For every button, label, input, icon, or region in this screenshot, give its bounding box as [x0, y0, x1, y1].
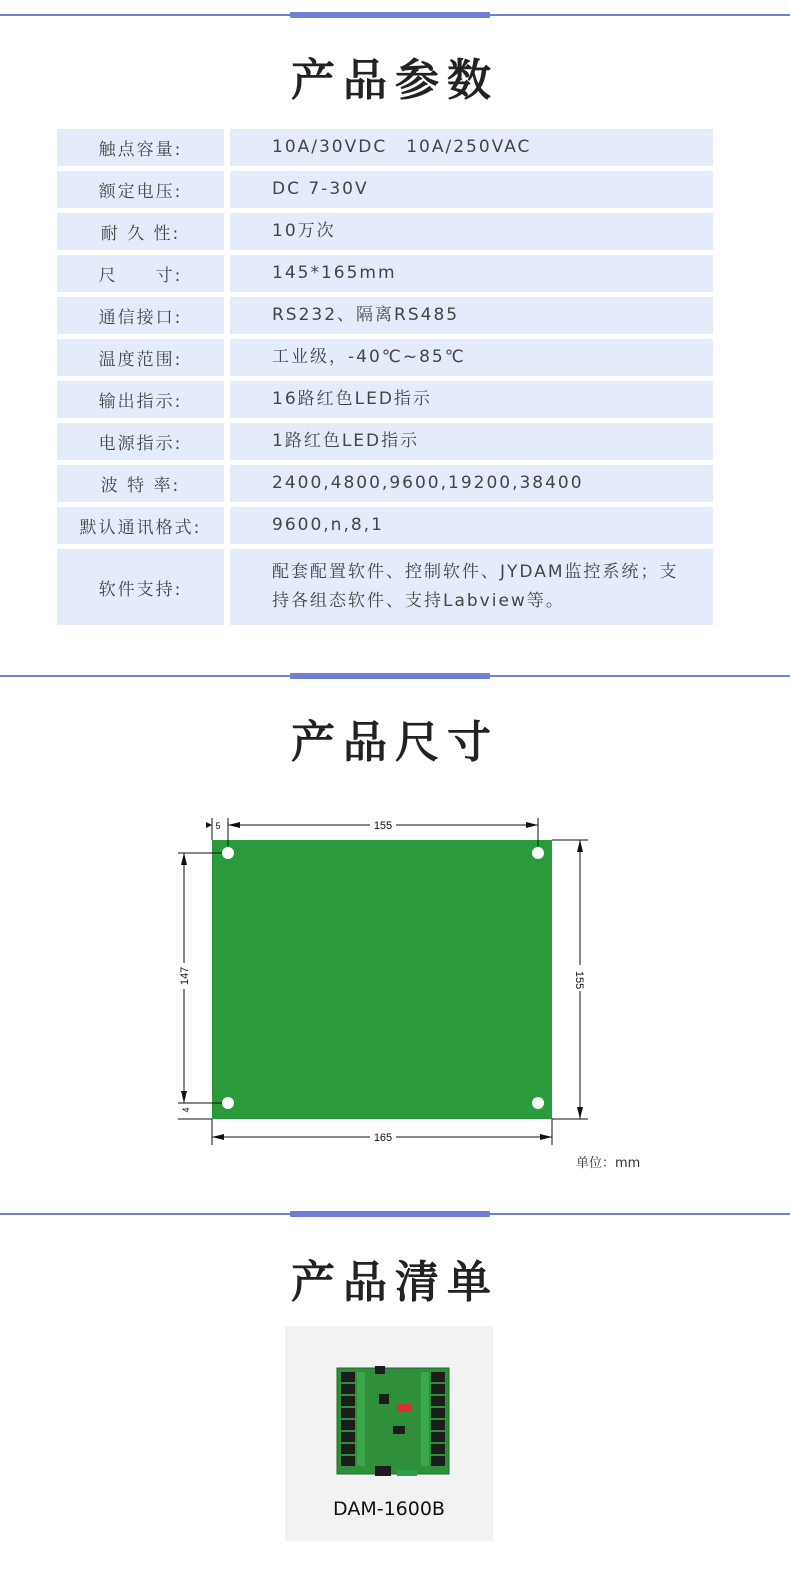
dim-bottom-label: 165 — [373, 1132, 393, 1144]
product-name: DAM-1600B — [333, 1498, 445, 1520]
param-label: 通信接口: — [57, 297, 224, 334]
param-label: 耐 久 性: — [57, 213, 224, 250]
dim-left-label: 147 — [179, 966, 191, 986]
dimension-drawing — [170, 810, 640, 1180]
param-label: 输出指示: — [57, 381, 224, 418]
param-value: 9600,n,8,1 — [230, 507, 713, 544]
unit-label: 单位：mm — [576, 1156, 641, 1171]
param-label: 软件支持: — [57, 549, 224, 625]
mounting-hole — [222, 847, 234, 859]
param-row — [57, 507, 713, 544]
mounting-hole — [532, 847, 544, 859]
top-divider — [0, 14, 790, 16]
param-label: 波 特 率: — [57, 465, 224, 502]
param-value: 工业级，-40℃~85℃ — [230, 339, 713, 376]
dim-offset-bottom-label: 4 — [181, 1107, 191, 1113]
params-title: 产品参数 — [291, 55, 499, 106]
product-card — [285, 1326, 493, 1541]
mounting-hole — [222, 1097, 234, 1109]
param-label: 触点容量: — [57, 129, 224, 166]
param-label: 温度范围: — [57, 339, 224, 376]
size-title: 产品尺寸 — [291, 717, 499, 768]
param-value: 1路红色LED指示 — [230, 423, 713, 460]
param-row — [57, 465, 713, 502]
param-row — [57, 255, 713, 292]
dim-top-label: 155 — [373, 820, 393, 832]
param-label: 额定电压: — [57, 171, 224, 208]
param-row — [57, 381, 713, 418]
params-table — [57, 129, 713, 630]
param-value: RS232、隔离RS485 — [230, 297, 713, 334]
param-row — [57, 549, 713, 625]
list-title: 产品清单 — [291, 1257, 499, 1308]
pcb-board — [212, 840, 552, 1119]
mounting-hole — [532, 1097, 544, 1109]
param-value: 145*165mm — [230, 255, 713, 292]
param-value: 16路红色LED指示 — [230, 381, 713, 418]
list-divider — [0, 1213, 790, 1215]
param-row — [57, 297, 713, 334]
param-label: 默认通讯格式: — [57, 507, 224, 544]
param-value: 配套配置软件、控制软件、JYDAM监控系统；支持各组态软件、支持Labview等。 — [230, 549, 713, 625]
param-label: 尺 寸: — [57, 255, 224, 292]
param-value: 10万次 — [230, 213, 713, 250]
param-row — [57, 423, 713, 460]
size-divider — [0, 675, 790, 677]
param-value: 2400,4800,9600,19200,38400 — [230, 465, 713, 502]
dim-offset-top-label: 5 — [215, 821, 221, 831]
param-row — [57, 129, 713, 166]
param-row — [57, 339, 713, 376]
param-row — [57, 213, 713, 250]
param-value: DC 7-30V — [230, 171, 713, 208]
param-label: 电源指示: — [57, 423, 224, 460]
param-value: 10A/30VDC 10A/250VAC — [230, 129, 713, 166]
param-row — [57, 171, 713, 208]
dim-right-label: 155 — [573, 970, 585, 990]
product-board-image — [285, 1326, 493, 1496]
